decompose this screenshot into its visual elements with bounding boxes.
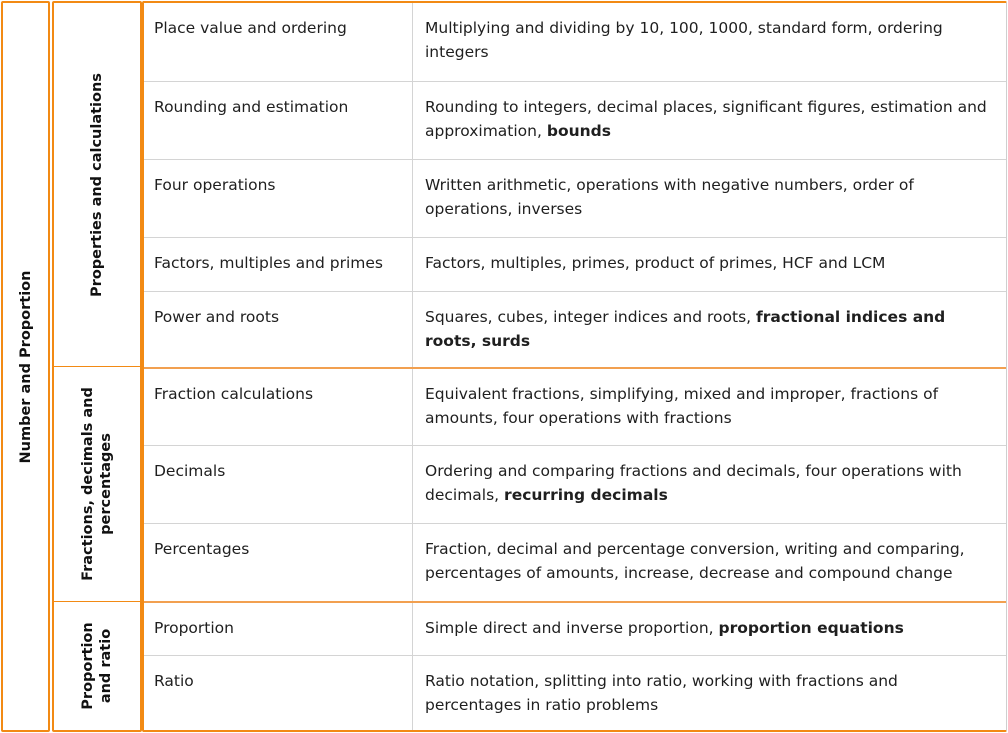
topic-cell: Rounding and estimation: [144, 82, 413, 159]
topics-table: [142, 1, 1007, 732]
group-label-line: Fractions, decimals and: [80, 387, 96, 581]
description-emphasis: recurring decimals: [504, 486, 668, 504]
topic-cell: Fraction calculations: [144, 369, 413, 445]
table-row: [144, 81, 1006, 159]
topic-cell: Ratio: [144, 656, 413, 730]
group-proportion-and-ratio: [54, 602, 140, 730]
table-row: [144, 291, 1006, 367]
topic-cell: Percentages: [144, 524, 413, 601]
description-cell: [413, 82, 1006, 159]
description-emphasis: bounds: [546, 122, 611, 140]
description-text: Squares, cubes, integer indices and roots,: [425, 308, 756, 326]
table-row: [144, 523, 1006, 601]
table-row: [144, 237, 1006, 291]
description-cell: [413, 292, 1006, 367]
group-label-line: percentages: [98, 433, 114, 535]
description-emphasis: fractional indices and roots, surds: [425, 308, 946, 350]
description-text: Factors, multiples, primes, product of primes, HCF and LCM: [425, 254, 886, 272]
description-cell: [413, 160, 1006, 237]
topic-cell: Proportion: [144, 603, 413, 655]
domain-label: Number and Proportion: [17, 270, 34, 463]
description-text: Multiplying and dividing by 10, 100, 1000, standard form, ordering integers: [425, 19, 943, 61]
description-emphasis: proportion equations: [718, 619, 904, 637]
group-label: [79, 387, 115, 581]
table-row: [144, 445, 1006, 523]
description-cell: [413, 369, 1006, 445]
group-properties-and-calculations: [54, 3, 140, 366]
description-cell: [413, 238, 1006, 291]
topic-cell: Factors, multiples and primes: [144, 238, 413, 291]
description-text: Fraction, decimal and percentage conversion, writing and comparing, percentages of amounts, increase, decrease and compound change: [425, 540, 965, 582]
description-cell: [413, 603, 1006, 655]
description-text: Rounding to integers, decimal places, significant figures, estimation and approximation,: [425, 98, 987, 140]
topic-cell: Decimals: [144, 446, 413, 523]
group-label: [79, 622, 115, 709]
table-row: [144, 655, 1006, 730]
topic-cell: Place value and ordering: [144, 3, 413, 81]
table-row: [144, 601, 1006, 655]
description-text: Equivalent fractions, simplifying, mixed and improper, fractions of amounts, four operations with fractions: [425, 385, 939, 427]
description-cell: [413, 656, 1006, 730]
description-text: Simple direct and inverse proportion,: [425, 619, 719, 637]
domain-column: [1, 1, 50, 732]
description-cell: [413, 524, 1006, 601]
description-cell: [413, 446, 1006, 523]
group-column: [52, 1, 142, 732]
description-cell: [413, 3, 1006, 81]
description-text: Ordering and comparing fractions and decimals, four operations with decimals,: [425, 462, 962, 504]
description-text: Written arithmetic, operations with negative numbers, order of operations, inverses: [425, 176, 914, 218]
topic-cell: Four operations: [144, 160, 413, 237]
group-label-line: and ratio: [98, 628, 114, 704]
group-label: Properties and calculations: [89, 72, 105, 297]
description-text: Ratio notation, splitting into ratio, working with fractions and percentages in ratio problems: [425, 672, 898, 714]
table-row: [144, 3, 1006, 81]
table-row: [144, 159, 1006, 237]
group-label-line: Proportion: [80, 622, 96, 710]
topic-cell: Power and roots: [144, 292, 413, 367]
group-fractions-decimals-percentages: [54, 367, 140, 601]
table-row: [144, 367, 1006, 445]
